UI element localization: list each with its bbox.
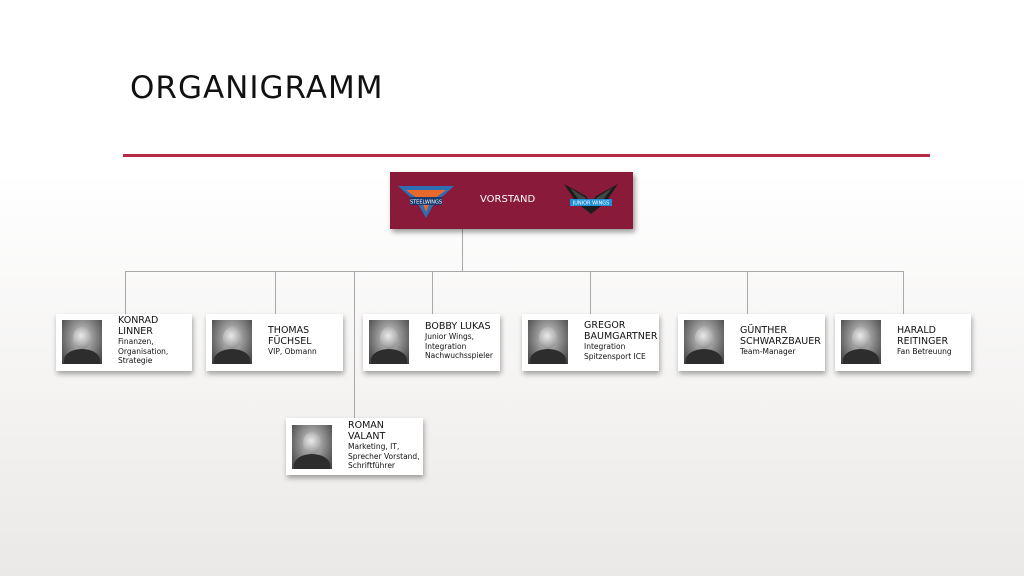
member-card-guenther-schwarzbauer [678, 314, 825, 371]
portrait-photo [292, 425, 332, 469]
member-name: BOBBY LUKAS [425, 321, 491, 332]
member-role: Organisation, [118, 346, 169, 356]
member-name: ROMAN [348, 420, 384, 431]
member-role: Strategie [118, 356, 153, 365]
member-card-thomas-fuechsel [206, 314, 343, 371]
member-card-roman-valant [286, 418, 423, 475]
portrait-photo [684, 320, 724, 364]
member-role: Schriftführer [348, 461, 396, 470]
member-card-konrad-linner [56, 314, 192, 371]
connector-trunk [462, 229, 463, 272]
junior-wings-logo-text: JUNIOR WINGS [572, 200, 610, 207]
connector-gregor [590, 271, 591, 315]
portrait-photo [369, 320, 409, 364]
connector-guenther [747, 271, 748, 315]
vorstand-box [390, 172, 633, 229]
page-title: ORGANIGRAMM [130, 70, 384, 106]
connector-bobby [432, 271, 433, 315]
member-card-bobby-lukas [363, 314, 500, 371]
member-role: Team-Manager [740, 347, 796, 356]
member-role: Fan Betreuung [897, 347, 952, 356]
member-card-gregor-baumgartner [522, 314, 659, 371]
member-role: Integration [584, 342, 626, 351]
portrait-photo [841, 320, 881, 364]
connector-bus [125, 271, 904, 272]
member-role: Spitzensport ICE [584, 351, 646, 361]
member-name: THOMAS [268, 325, 310, 336]
portrait-photo [62, 320, 102, 364]
member-name: FÜCHSEL [268, 336, 312, 347]
member-name: KONRAD [118, 315, 159, 326]
steel-wings-logo-text: STEELWINGS [409, 199, 443, 206]
member-name: BAUMGARTNER [584, 331, 658, 342]
member-name: LINNER [118, 326, 153, 337]
member-name: SCHWARZBAUER [740, 336, 821, 347]
connector-thomas [275, 271, 276, 315]
title-underline [123, 154, 930, 157]
member-role: Integration [425, 341, 467, 351]
connector-konrad [125, 271, 126, 315]
member-role: Junior Wings, [425, 332, 474, 341]
member-card-harald-reitinger [835, 314, 971, 371]
member-name: HARALD [897, 325, 936, 336]
member-name: GÜNTHER [740, 325, 787, 336]
junior-wings-logo-icon [562, 182, 620, 220]
member-role: Marketing, IT, [348, 442, 400, 451]
connector-harald [903, 271, 904, 315]
member-role: Finanzen, [118, 337, 154, 346]
member-name: REITINGER [897, 336, 949, 347]
member-role: Sprecher Vorstand, [348, 451, 420, 461]
steel-wings-logo-icon [396, 182, 456, 222]
member-role: Nachwuchsspieler [425, 351, 493, 360]
member-name: VALANT [348, 431, 386, 442]
member-name: GREGOR [584, 320, 626, 331]
vorstand-label: VORSTAND [480, 194, 536, 205]
portrait-photo [528, 320, 568, 364]
member-role: VIP, Obmann [268, 347, 317, 356]
portrait-photo [212, 320, 252, 364]
